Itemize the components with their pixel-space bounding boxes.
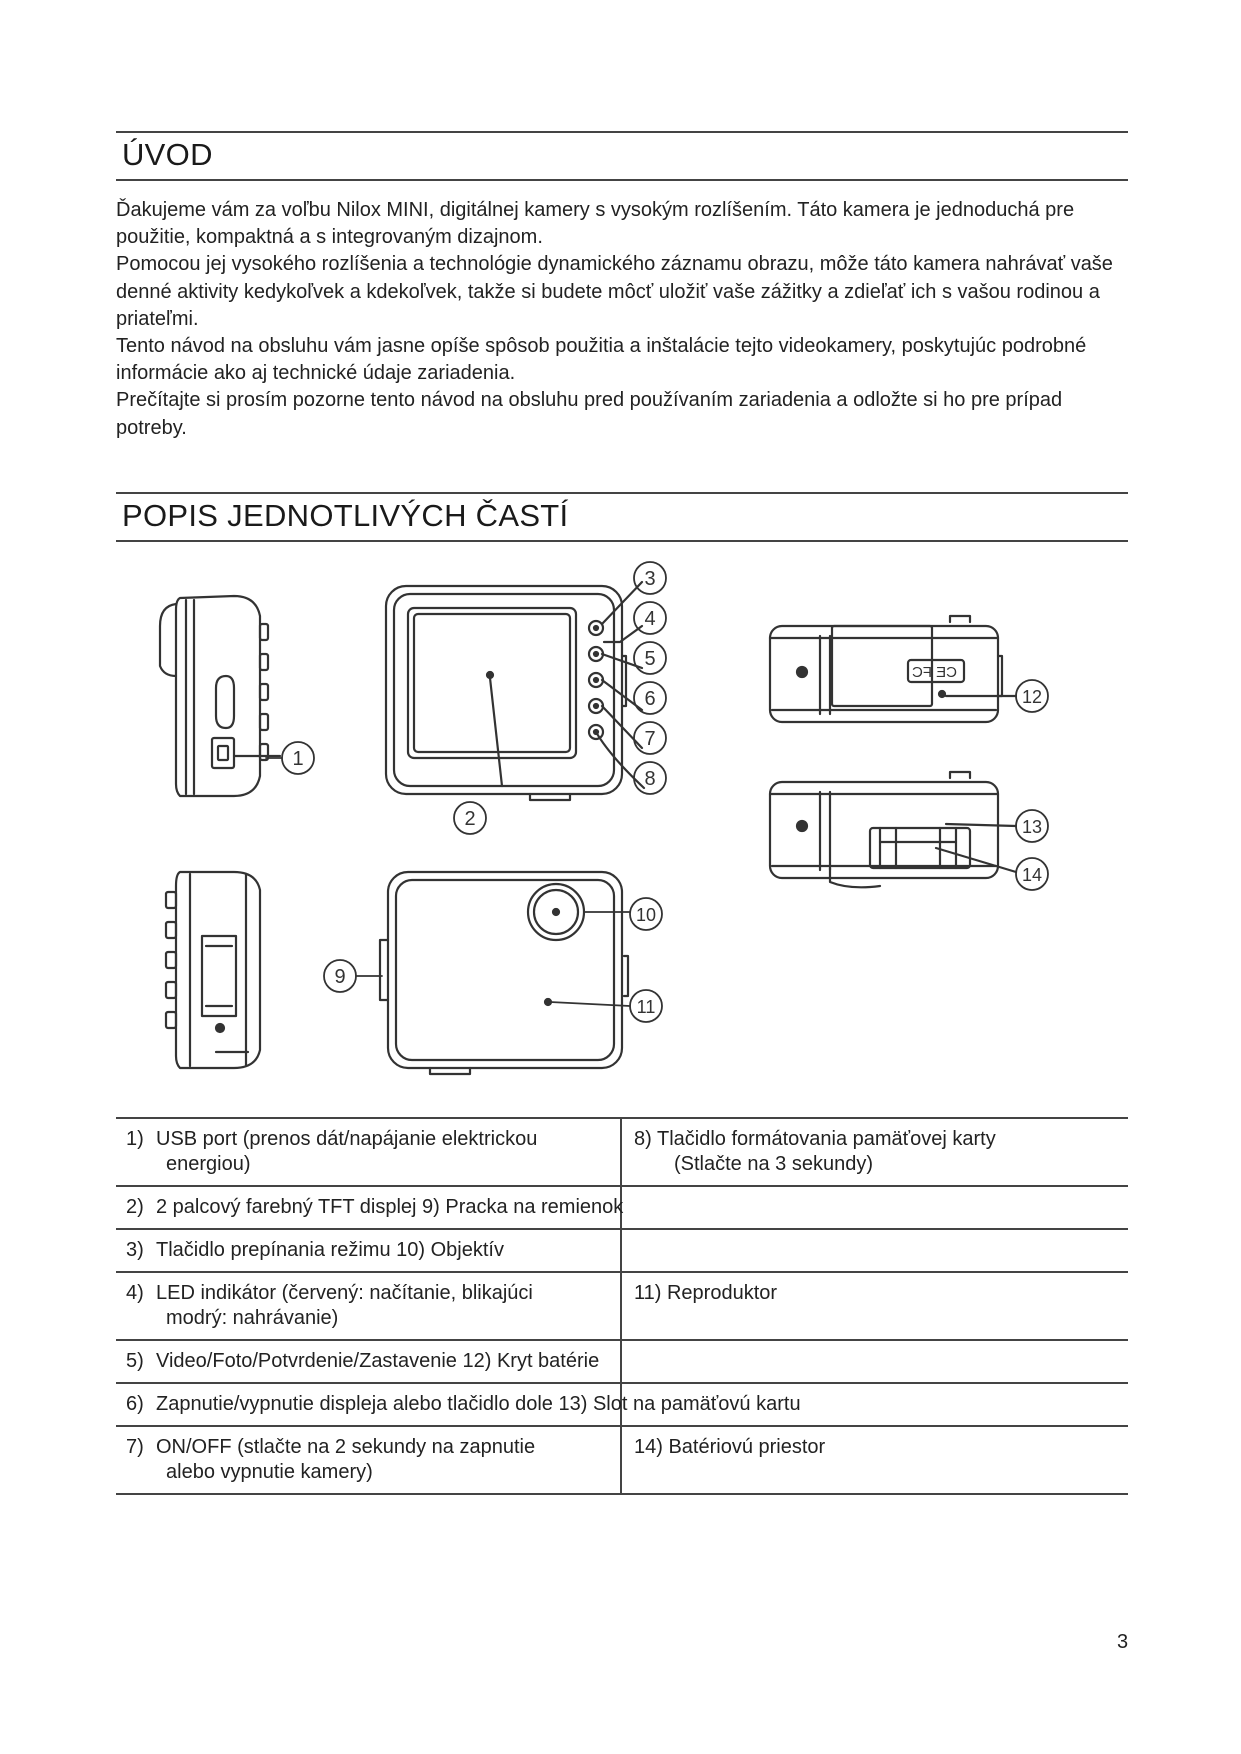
table-row bbox=[116, 1118, 1128, 1186]
item-text-continued: (Stlačte na 3 sekundy) bbox=[674, 1153, 873, 1175]
table-cell bbox=[116, 1272, 621, 1340]
item-text: LED indikátor (červený: načítanie, blikajúci bbox=[156, 1282, 533, 1304]
parts-title: POPIS JEDNOTLIVÝCH ČASTÍ bbox=[122, 498, 569, 533]
table-row bbox=[116, 1272, 1128, 1340]
table-cell bbox=[621, 1186, 1128, 1229]
item-text: Video/Foto/Potvrdenie/Zastavenie 12) Kryt batérie bbox=[156, 1350, 600, 1372]
table-cell bbox=[621, 1229, 1128, 1272]
intro-paragraph: Tento návod na obsluhu vám jasne opíše spôsob použitia a inštalácie tejto videokamery, poskytujúc podrobné informácie ako aj technické údaje zariadenia. bbox=[116, 335, 1087, 385]
item-text-continued: energiou) bbox=[166, 1153, 251, 1175]
intro-text bbox=[116, 197, 1126, 442]
item-number: 1) bbox=[126, 1128, 144, 1150]
intro-paragraph: Prečítajte si prosím pozorne tento návod na obsluhu pred používaním zariadenia a odložte si ho pre prípad potreby. bbox=[116, 389, 1063, 439]
table-cell bbox=[621, 1426, 1128, 1494]
item-text: USB port (prenos dát/napájanie elektrickou bbox=[156, 1128, 538, 1150]
slot-view-drawing bbox=[770, 772, 1016, 887]
table-row bbox=[116, 1186, 1128, 1229]
item-number: 5) bbox=[126, 1350, 144, 1372]
intro-paragraph: Ďakujeme vám za voľbu Nilox MINI, digitálnej kamery s vysokým rozlíšením. Táto kamera je jednoduchá pre použitie, kompaktná a s integrovaným dizajnom. bbox=[116, 199, 1075, 249]
item-number: 3) bbox=[126, 1239, 144, 1261]
table-row bbox=[116, 1229, 1128, 1272]
table-cell bbox=[116, 1340, 621, 1383]
table-cell bbox=[621, 1340, 1128, 1383]
item-text: Zapnutie/vypnutie displeja alebo tlačidlo dole 13) Slot na pamäťovú kartu bbox=[156, 1393, 801, 1415]
table-row bbox=[116, 1340, 1128, 1383]
callout-14: 14 bbox=[1021, 865, 1043, 885]
item-text: Tlačidlo prepínania režimu 10) Objektív bbox=[156, 1239, 504, 1261]
side-view-drawing bbox=[160, 596, 280, 796]
callout-10: 10 bbox=[635, 905, 657, 925]
intro-paragraph: Pomocou jej vysokého rozlíšenia a technológie dynamického záznamu obrazu, môže táto kamera nahrávať vaše denné aktivity kedykoľvek a kdekoľvek, takže si budete môcť uložiť vaše zážitky a zdieľať ich s vašou rodinou a priateľmi. bbox=[116, 253, 1113, 330]
callout-4: 4 bbox=[644, 608, 656, 630]
back-side-view-drawing bbox=[166, 872, 260, 1068]
parts-section-header bbox=[116, 492, 1128, 542]
callout-9: 9 bbox=[334, 966, 346, 988]
callout-5: 5 bbox=[644, 648, 656, 670]
callout-3: 3 bbox=[644, 568, 656, 590]
callout-11: 11 bbox=[636, 997, 656, 1017]
intro-title: ÚVOD bbox=[122, 137, 213, 172]
table-cell bbox=[116, 1426, 621, 1494]
table-row bbox=[116, 1426, 1128, 1494]
intro-section-header bbox=[116, 131, 1128, 181]
item-text: 2 palcový farebný TFT displej 9) Pracka na remienok bbox=[156, 1196, 624, 1218]
callout-8: 8 bbox=[644, 768, 656, 790]
camera-parts-diagram bbox=[150, 556, 1080, 1096]
bottom-view-drawing bbox=[770, 616, 1016, 722]
item-number: 6) bbox=[126, 1393, 144, 1415]
callout-12: 12 bbox=[1021, 687, 1043, 707]
table-cell bbox=[116, 1118, 621, 1186]
item-number: 2) bbox=[126, 1196, 144, 1218]
callout-circles bbox=[266, 562, 1048, 1022]
table-cell bbox=[116, 1186, 624, 1229]
table-cell bbox=[116, 1383, 801, 1426]
item-text: ON/OFF (stlačte na 2 sekundy na zapnutie bbox=[156, 1436, 536, 1458]
parts-legend-table bbox=[116, 1117, 1128, 1495]
item-text: 11) Reproduktor bbox=[634, 1282, 778, 1304]
front-view-drawing bbox=[386, 582, 644, 800]
callout-6: 6 bbox=[644, 688, 656, 710]
callout-2: 2 bbox=[464, 808, 476, 830]
item-number: 7) bbox=[126, 1436, 144, 1458]
item-text: 8) Tlačidlo formátovania pamäťovej karty bbox=[634, 1128, 996, 1150]
item-text-continued: modrý: nahrávanie) bbox=[166, 1307, 339, 1329]
item-number: 4) bbox=[126, 1282, 144, 1304]
table-cell bbox=[621, 1118, 1128, 1186]
callout-1: 1 bbox=[292, 748, 304, 770]
callout-13: 13 bbox=[1021, 817, 1043, 837]
callout-7: 7 bbox=[644, 728, 656, 750]
page-number: 3 bbox=[1117, 1631, 1129, 1653]
svg-text:CE FC: CE FC bbox=[912, 664, 957, 681]
item-text-continued: alebo vypnutie kamery) bbox=[166, 1461, 373, 1483]
table-cell bbox=[621, 1272, 1128, 1340]
back-view-drawing bbox=[380, 872, 628, 1074]
table-row bbox=[116, 1383, 1128, 1426]
table-cell bbox=[116, 1229, 621, 1272]
item-text: 14) Batériovú priestor bbox=[634, 1436, 826, 1458]
